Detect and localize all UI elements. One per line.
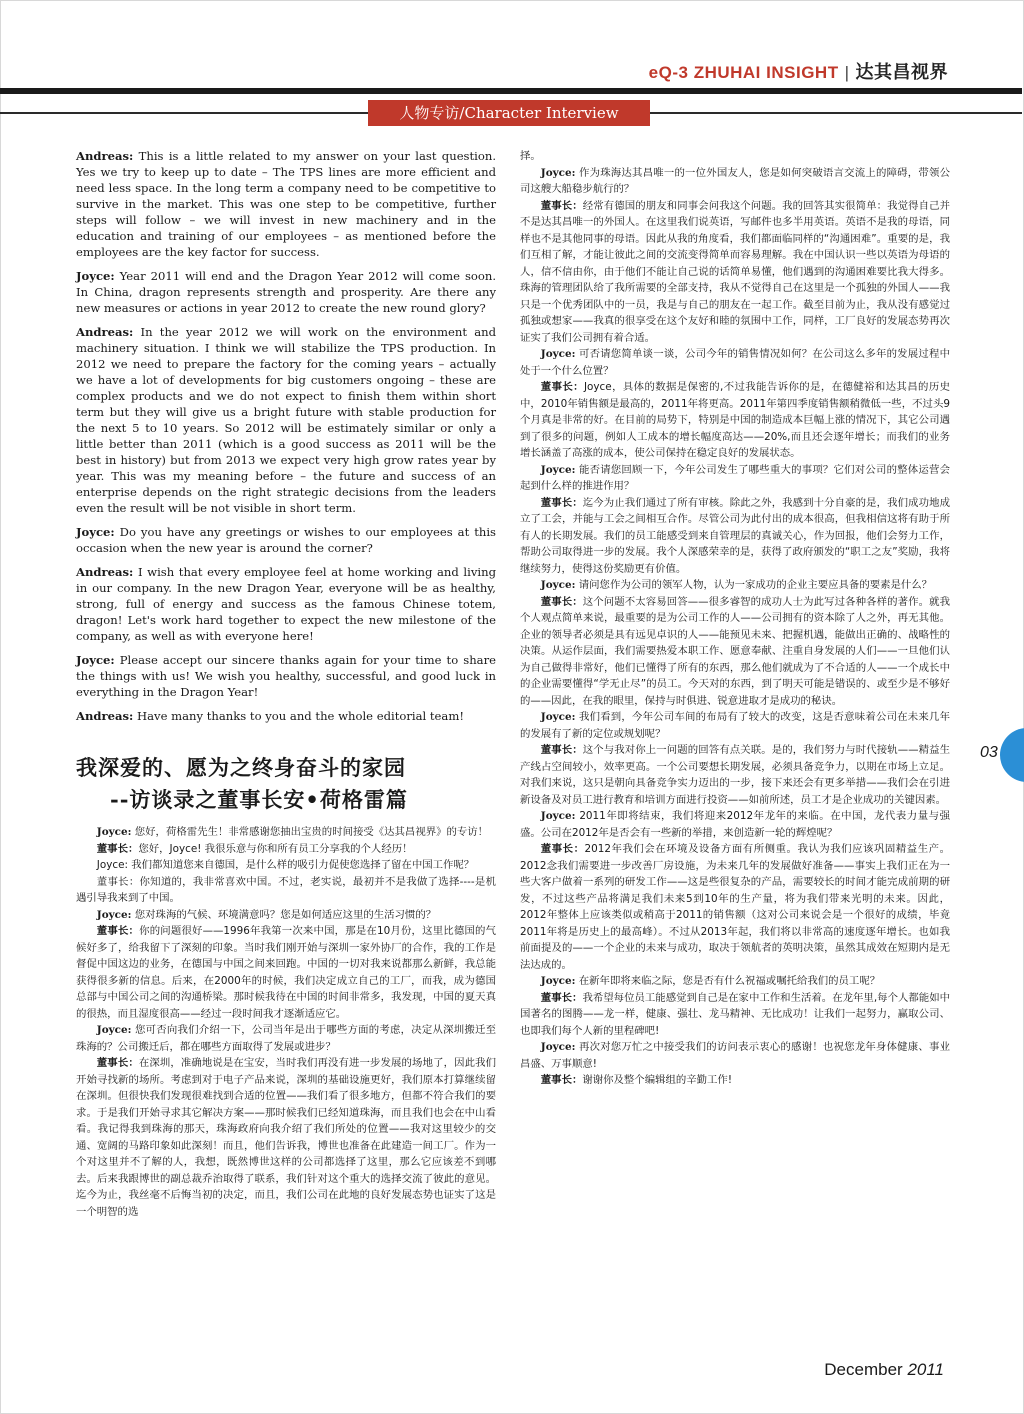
cn-paragraph <box>520 495 950 578</box>
speaker-label: Joyce: <box>540 810 576 822</box>
en-paragraph <box>76 324 496 516</box>
speaker-label: Joyce: <box>540 463 576 476</box>
paragraph-text: 您好，Joyce! 我很乐意与你和所有员工分享我的个人经历！ <box>138 842 413 855</box>
page-number: 03 <box>980 744 998 761</box>
issue-month: December <box>824 1360 903 1379</box>
paragraph-text: 这个问题不太容易回答——很多睿智的成功人士为此写过各种各样的著作。就我个人观点简单来说，最重要的是为公司工作的人——公司拥有的资本除了人之外，再无其他。企业的领导者必须是具有远见卓识的人——能预见未来、把握机遇，能做出正确的、战略性的决策。从运作层面，我们需要热爱本职工作、愿意奉献、注重自身发展的人们——一旦他们认为自己做得非常好，他们已懂得了所有的东西，那么他们就成为了不合适的人——一个成长中的企业需要懂得“学无止尽”的员工。今天对的东西，到了明天可能是错误的、或至少是不够好的——因此，在我的眼里，保持与时俱进、锐意进取才是成功的秘诀。 <box>520 595 951 707</box>
paragraph-text: 经常有德国的朋友和同事会问我这个问题。我的回答其实很简单：我觉得自己并不是达其昌唯一的外国人。在这里我们说英语，写邮件也多半用英语。英语不是我的母语，同样也不是其他同事的母语。因此从我的角度看，我们都面临同样的“沟通困难”。重要的是，我们互相了解，才能让彼此之间的交流变得简单而容易理解。我在中国认识一些以英语为母语的人，信不信由你，由于他们不能让自己说的话简单易懂，他们遇到的沟通困难要比我大得多。珠海的管理团队给了我所需要的全部支持，我从不觉得自己在这里是一个孤独的外国人——我只是一个优秀团队中的一员，我是与自己的朋友在一起工作。截至目前为止，我从没有感觉过孤独或想家——我真的很享受在这个友好和睦的氛围中工作，同样，工厂良好的发展态势再次证实了我们公司拥有着合适。 <box>520 199 951 344</box>
magazine-brand <box>649 58 948 84</box>
speaker-label: Andreas: <box>76 149 134 163</box>
cn-paragraph <box>76 874 496 907</box>
speaker-label: Joyce: <box>96 826 132 838</box>
paragraph-text: 可否请您简单谈一谈，公司今年的销售情况如何？在公司这么多年的发展过程中处于一个什么位置？ <box>520 348 950 377</box>
speaker-label: Andreas: <box>76 325 134 339</box>
cn-paragraph <box>520 198 950 347</box>
cn-paragraph <box>520 594 950 710</box>
cn-paragraph <box>520 1039 950 1072</box>
speaker-label: 董事长： <box>540 991 583 1004</box>
cn-paragraph <box>520 973 950 990</box>
chinese-interview-right <box>520 148 950 1089</box>
paragraph-text: Have many thanks to you and the whole editorial team! <box>133 709 464 723</box>
cn-paragraph <box>76 1022 496 1055</box>
en-paragraph <box>76 148 496 260</box>
paragraph-text: 您可否向我们介绍一下，公司当年是出于哪些方面的考虑，决定从深圳搬迁至珠海的？公司搬迁后，都在哪些方面取得了发展或进步？ <box>76 1024 496 1053</box>
brand-en: eQ-3 ZHUHAI INSIGHT <box>648 63 839 82</box>
speaker-label: 董事长： <box>96 842 139 855</box>
speaker-label: 董事长： <box>540 595 583 608</box>
article-title <box>76 752 506 816</box>
paragraph-text: 在新年即将来临之际，您是否有什么祝福或嘱托给我们的员工呢？ <box>575 975 881 987</box>
cn-paragraph <box>520 165 950 198</box>
cn-paragraph <box>76 841 496 858</box>
paragraph-text: 我希望每位员工能感觉到自己是在家中工作和生活着。在龙年里,每个人都能如中国著名的图腾——龙一样，健康、强壮、龙马精神、无比成功！让我们一起努力，赢取公司、也即我们每个人新的里程碑吧! <box>520 991 950 1037</box>
cn-paragraph <box>520 841 950 973</box>
english-interview <box>76 148 496 732</box>
paragraph-text: In the year 2012 we will work on the environment and machinery situation. I think we will stabilize the TPS production. In 2012 we need to prepare the factory for the coming years – actually we have a lot of developments for big customers ongoing – these are complex products and we do not expect to finish them within short term but they will give us a bright future with stable production for the next 5 to 10 years. So 2012 will be estimately similar or only a little better than 2011 (which is a good success as 2011 will be the best in history) but from 2013 we expect very high grow rates year by year. This was my meaning before – the future and success of an enterprise depends on the right strategic decisions from the leaders even the result will be not visible in short term. <box>76 325 496 515</box>
speaker-label: 董事长： <box>96 925 140 937</box>
paragraph-text: 您对珠海的气候、环境满意吗？您是如何适应这里的生活习惯的？ <box>131 908 437 921</box>
paragraph-text: 择。 <box>520 150 541 162</box>
issue-year: 2011 <box>907 1360 944 1379</box>
paragraph-text: 请问您作为公司的领军人物，认为一家成功的企业主要应具备的要素是什么？ <box>575 579 933 591</box>
speaker-label: Joyce: <box>76 269 115 283</box>
paragraph-text: 作为珠海达其昌唯一的一位外国友人，您是如何突破语言交流上的障碍，带领公司这艘大船稳步航行的？ <box>520 166 950 195</box>
cn-paragraph <box>520 577 950 594</box>
speaker-label: 董事长： <box>540 496 583 509</box>
paragraph-text: 你的问题很好——1996年我第一次来中国，那是在10月份，这里比德国的气候好多了，给我留下了深刻的印象。当时我们刚开始与深圳一家外协厂的合作，我的工作是督促中国这边的业务，在德国与中国之间来回跑。中国的一切对我来说都那么新鲜，我总能获得很多新的信息。后来，在2000年的时候，我们决定成立自己的工厂，而我，成为德国总部与中国公司之间的沟通桥梁。那时候我待在中国的时间非常多，我发现，中国的夏天真的很热，而且湿度很高——经过一段时间我才逐渐适应它。 <box>76 925 496 1020</box>
speaker-label: Joyce: <box>96 1024 132 1036</box>
article-title-main: 我深爱的、愿为之终身奋斗的家园 <box>76 755 406 780</box>
section-banner: 人物专访/Character Interview <box>368 100 650 126</box>
section-rule-left <box>0 112 368 114</box>
cn-paragraph <box>520 742 950 808</box>
speaker-label: Andreas: <box>76 709 134 723</box>
article-title-sub: --访谈录之董事长安•荷格雷篇 <box>110 787 408 812</box>
cn-paragraph <box>520 462 950 495</box>
speaker-label: Joyce: <box>540 1041 576 1053</box>
paragraph-text: 2011年即将结束，我们将迎来2012年龙年的来临。在中国，龙代表力量与强盛。公司在2012年是否会有一些新的举措，来创造新一轮的辉煌呢？ <box>520 810 950 839</box>
en-paragraph <box>76 564 496 644</box>
paragraph-text: Year 2011 will end and the Dragon Year 2012 will come soon. In China, dragon represents strength and prosperity. Are there any new measures or actions in year 2012 to create the new round glory? <box>76 269 496 315</box>
en-paragraph <box>76 652 496 700</box>
paragraph-text: 谢谢你及整个编辑组的辛勤工作! <box>582 1074 732 1086</box>
en-paragraph <box>76 268 496 316</box>
speaker-label: Joyce: <box>76 525 115 539</box>
paragraph-text: Joyce，具体的数据是保密的,不过我能告诉你的是，在德健裕和达其昌的历史中，2010年销售额是最高的，2011年将更高。2011年第四季度销售额稍微低一些，不过头9个月真是非常的好。在目前的局势下，特别是中国的制造成本巨幅上涨的情况下，其它公司遇到了很多的问题，例如人工成本的增长幅度高达——20%,而且还会逐年增长；而我们的业务增长涵盖了高涨的成本，使公司保持在稳定良好的发展状态。 <box>520 381 951 459</box>
section-rule-right <box>650 112 1022 114</box>
speaker-label: 董事长： <box>540 381 584 393</box>
paragraph-text: 2012年我们会在环境及设备方面有所侧重。我认为我们应该巩固精益生产。2012念我们需要进一步改善厂房设施，为未来几年的发展做好准备——事实上我们正在为一些大客户做着一系列的研发工作——这是些很复杂的产品，需要较长的时间才能完成前期的研发，不过这些产品将满足我们未来5到10年的生产量，将为我们带来光明的未来。因此，2012年整体上应该类似或稍高于2011的销售额（这对公司来说会是一个很好的成绩，毕竟2011年将是历史上的最高峰）。不过从2013年起，我们将以非常高的速度逐年增长。也如我前面提及的——一个企业的未来与成功，取决于领航者的英明决策，虽然其成效在短期内是无法达成的。 <box>520 843 950 971</box>
cn-paragraph <box>520 709 950 742</box>
brand-cn: 达其昌视界 <box>855 62 948 83</box>
paragraph-text: 我们看到，今年公司车间的布局有了较大的改变，这是否意味着公司在未来几年的发展有了新的定位或规划呢？ <box>520 711 950 740</box>
paragraph-text: I wish that every employee feel at home working and living in our company. In the new Dragon Year, everyone will be as healthy, strong, full of energy and success as the famous Chinese totem, dragon! Let's work hard together to expect the new milestone of the company, as well as with everyone here! <box>76 565 496 643</box>
paragraph-text: 迄今为止我们通过了所有审核。除此之外，我感到十分自豪的是，我们成功地成立了工会，并能与工会之间相互合作。尽管公司为此付出的成本很高，但我相信这将有助于所有人的长期发展。我们的员工能感受到来自管理层的真诚关心，作为回报，他们会努力工作，帮助公司取得进一步的发展。我个人深感荣幸的是，获得了政府颁发的“职工之友”奖励，我将继续努力，使得这份奖励更有价值。 <box>520 496 951 575</box>
cn-paragraph <box>76 907 496 924</box>
paragraph-text: Do you have any greetings or wishes to our employees at this occasion when the new year is around the corner? <box>76 525 496 555</box>
speaker-label: Joyce: <box>540 711 576 723</box>
cn-paragraph <box>520 346 950 379</box>
speaker-label: Joyce: <box>540 579 576 591</box>
speaker-label: Andreas: <box>76 565 134 579</box>
paragraph-text: 能否请您回顾一下，今年公司发生了哪些重大的事项？它们对公司的整体运营会起到什么样的推进作用？ <box>520 463 950 492</box>
issue-date <box>824 1360 944 1380</box>
cn-paragraph <box>520 990 950 1040</box>
speaker-label: Joyce: <box>540 975 576 987</box>
speaker-label: 董事长： <box>96 1057 139 1069</box>
speaker-label: 董事长： <box>540 1074 583 1086</box>
header-rule <box>0 88 1022 94</box>
speaker-label: 董事长： <box>540 744 583 756</box>
cn-paragraph <box>520 148 950 165</box>
cn-paragraph <box>76 923 496 1022</box>
speaker-label: 董事长： <box>540 843 585 855</box>
brand-separator: | <box>844 63 850 82</box>
paragraph-text: 这个与我对你上一问题的回答有点关联。是的，我们努力与时代接轨——精益生产线占空间较小，效率更高。一个公司要想长期发展，必须具备竞争力，以期在市场上立足。对我们来说，这只是朝向具备竞争实力迈出的一步，接下来还会有更多举措——我们会在引进新设备及对员工进行教育和培训方面进行投资——如前所述，员工才是企业成功的关键因素。 <box>520 744 951 806</box>
paragraph-text: Joyce: 我们都知道您来自德国，是什么样的吸引力促使您选择了留在中国工作呢？ <box>96 859 475 871</box>
cn-paragraph <box>76 857 496 874</box>
cn-paragraph <box>520 1072 950 1089</box>
paragraph-text: 再次对您万忙之中接受我们的访问表示衷心的感谢！也祝您龙年身体健康、事业昌盛、万事顺意! <box>520 1041 950 1070</box>
paragraph-text: This is a little related to my answer on your last question. Yes we try to keep up to date – The TPS lines are more efficient and need less space. In the long term a company need to be competitive to survive in the market. This was one step to be competitive, further steps will follow – we will invest in new machinery and in the education and training of our employees – as mentioned before the employees are the key factor for success. <box>76 149 496 259</box>
speaker-label: Joyce: <box>540 348 576 360</box>
speaker-label: 董事长： <box>540 199 583 212</box>
paragraph-text: Please accept our sincere thanks again for your time to share the things with us! We wish you healthy, successful, and good luck in everything in the Dragon Year! <box>76 653 496 699</box>
speaker-label: Joyce: <box>76 653 115 667</box>
cn-paragraph <box>76 1055 496 1220</box>
paragraph-text: 您好，荷格雷先生！非常感谢您抽出宝贵的时间接受《达其昌视界》的专访！ <box>131 826 489 838</box>
cn-paragraph <box>520 379 950 462</box>
cn-paragraph <box>76 824 496 841</box>
cn-paragraph <box>520 808 950 841</box>
en-paragraph <box>76 708 496 724</box>
paragraph-text: 在深圳，准确地说是在宝安，当时我们再没有进一步发展的场地了，因此我们开始寻找新的场所。考虑到对于电子产品来说，深圳的基础设施更好，我们原本打算继续留在深圳。但很快我们发现很难找到合适的位置——我们看了很多地方，但都不符合我们的要求。于是我们开始寻求其它解决方案——那时候我们已经知道珠海，而且我们也会在中山看看。我记得我到珠海的那天，珠海政府向我介绍了我们所处的位置——我对这里较少的交通、宽阔的马路印象如此深刻！而且，他们告诉我，博世也准备在此建造一间工厂。作为一个对这里并不了解的人，我想，既然博世这样的公司都选择了这里，那么它应该差不到哪去。后来我跟博世的副总裁乔治取得了联系，我们针对这个重大的选择交流了彼此的意见。迄今为止，我丝毫不后悔当初的决定，而且，我们公司在此地的良好发展态势也证实了这是一个明智的选 <box>76 1057 497 1218</box>
en-paragraph <box>76 524 496 556</box>
speaker-label: Joyce: <box>540 166 576 179</box>
chinese-interview-left <box>76 824 496 1220</box>
speaker-label: Joyce: <box>96 908 132 921</box>
paragraph-text: 董事长：你知道的，我非常喜欢中国。不过，老实说，最初并不是我做了选择----是机遇引导我来到了中国。 <box>76 875 496 904</box>
